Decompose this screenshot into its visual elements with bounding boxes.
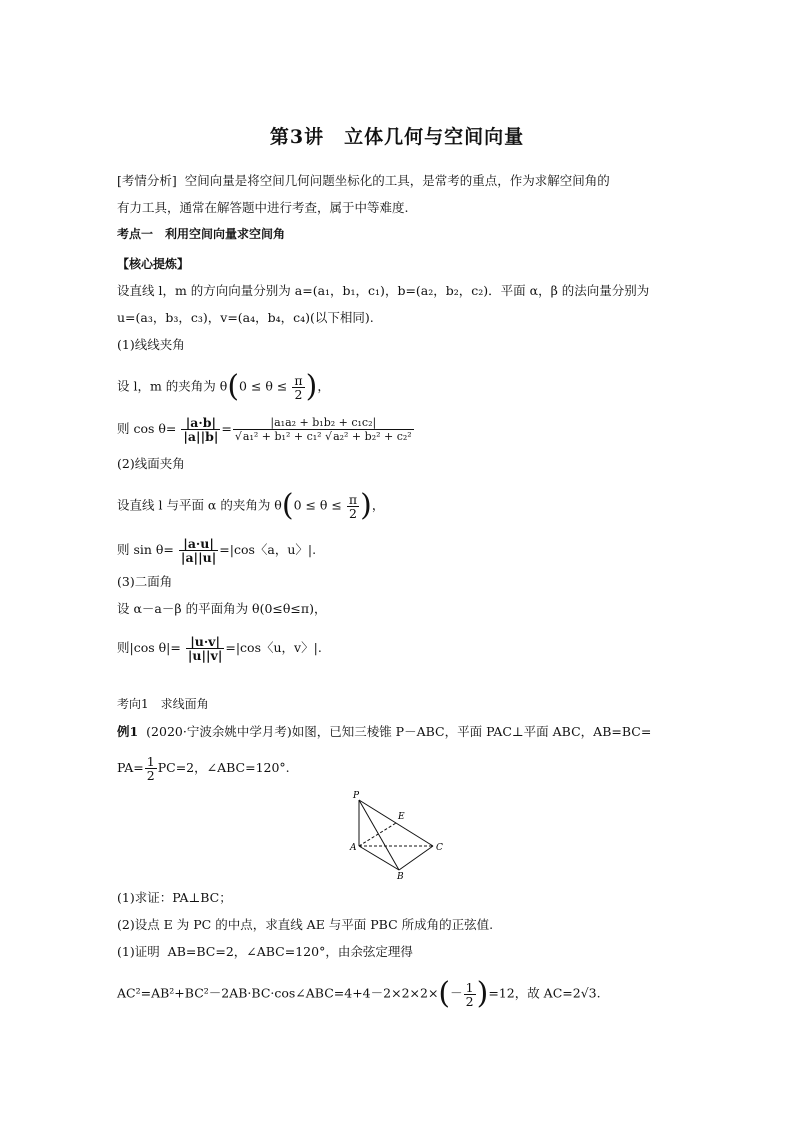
- part2-angle-line: 设直线 l 与平面 α 的夹角为 θ(0 ≤ θ ≤ $\frac{\pi}{2}$ )，: [117, 488, 385, 523]
- part1-angle-text: 设 l，m 的夹角为 θ: [117, 378, 228, 394]
- part3-formula: 则|cos θ|= $\frac{|u\cdot v|}{|u||v|}$ =|cos〈u，v〉|.: [117, 634, 322, 663]
- edge-BC: [399, 846, 433, 870]
- right-paren: ): [305, 369, 318, 404]
- neg-half-fraction: $\frac{1}{2}$: [465, 979, 474, 1009]
- example-text-1: 如图，已知三棱锥 P－ABC，平面 PAC⊥平面 ABC，AB=BC=: [291, 724, 652, 739]
- part1-range: 0 ≤ θ ≤: [239, 378, 288, 394]
- example-source: (2020·宁波余姚中学月考): [146, 724, 292, 739]
- part1-frac-2: $\frac{\text{|a₁a₂ + b₁b₂ + c₁c₂|}}{\text{√a₁² + b₁² + c₁² √a₂² + b₂² + c₂²}}$: [234, 416, 412, 443]
- question-1: (1)求证：PA⊥BC；: [117, 890, 232, 905]
- part2-formula: 则 sin θ= $\frac{|a\cdot u|}{|a||u|}$ =|cos〈a，u〉|.: [117, 536, 317, 565]
- right-paren: ): [360, 488, 372, 523]
- proof-line-2: AC²=AB²+BC²－2AB·BC·cos∠ABC=4+4－2×2×2×(－ $\frac{1}{2}$ )=12，故 AC=2√3.: [117, 976, 601, 1011]
- edge-AB: [359, 846, 399, 870]
- left-paren: (: [438, 976, 451, 1011]
- part2-range: 0 ≤ θ ≤: [293, 497, 342, 513]
- edge-PB: [359, 800, 399, 870]
- part1-formula: 则 cos θ= $\frac{|a\cdot b|}{|a||b|}$ = $\frac{\text{|a₁a₂ + b₁b₂ + c₁c₂|}}{\text{√a₁² + b₁² + c₁² √a₂² + b₂² + c₂²}}$: [117, 415, 412, 444]
- proof-label: (1)证明: [117, 944, 160, 959]
- setup-line-1: 设直线 l，m 的方向向量分别为 a=(a₁，b₁，c₁)，b=(a₂，b₂，c₂)．平面 α，β 的法向量分别为: [117, 283, 650, 298]
- part1-angle-line: 设 l，m 的夹角为 θ(0 ≤ θ ≤ $\frac{\pi}{2}$ )，: [117, 369, 330, 404]
- label-E: E: [398, 812, 405, 822]
- page-title: 第3讲 立体几何与空间向量: [269, 126, 525, 148]
- section-heading: 考点一 利用空间向量求空间角: [117, 227, 286, 241]
- label-A: A: [350, 843, 357, 853]
- left-paren: (: [281, 488, 294, 523]
- part3-frac: $\frac{|u\cdot v|}{|u||v|}$: [187, 634, 223, 663]
- right-paren: ): [476, 976, 489, 1011]
- example-line-2: PA= $\frac{1}{2}$ PC=2，∠ABC=120°.: [117, 754, 290, 783]
- part2-angle-text: 设直线 l 与平面 α 的夹角为 θ: [117, 497, 282, 513]
- intro-text-1: 空间向量是将空间几何问题坐标化的工具，是常考的重点，作为求解空间角的: [184, 173, 610, 188]
- part1-formula-pre: 则 cos θ=: [117, 421, 177, 436]
- part3-heading: (3)二面角: [117, 574, 173, 589]
- label-B: B: [397, 872, 404, 880]
- setup-line-2: u=(a₃，b₃，c₃)，v=(a₄，b₄，c₄)(以下相同).: [117, 310, 374, 325]
- analysis-label: [考情分析]: [117, 173, 177, 188]
- pi-over-two: $\frac{\pi}{2}$: [294, 372, 303, 402]
- pyramid-figure: [345, 788, 455, 880]
- edge-PC: [359, 800, 433, 846]
- proof-line-1: (1)证明 AB=BC=2，∠ABC=120°，由余弦定理得: [117, 944, 413, 959]
- left-paren: (: [227, 369, 240, 404]
- part2-heading: (2)线面夹角: [117, 456, 185, 471]
- half-fraction: $\frac{1}{2}$: [146, 754, 155, 783]
- pi-over-two: $\frac{\pi}{2}$: [348, 491, 358, 521]
- example-label: 例1: [117, 724, 139, 739]
- question-2: (2)设点 E 为 PC 的中点，求直线 AE 与平面 PBC 所成角的正弦值.: [117, 917, 494, 932]
- core-heading: 【核心提炼】: [117, 257, 190, 271]
- intro-text-2: 有力工具，通常在解答题中进行考查，属于中等难度.: [117, 200, 409, 215]
- label-P: P: [353, 791, 360, 801]
- example-line-1: [117, 724, 651, 740]
- part1-heading: (1)线线夹角: [117, 337, 185, 352]
- part1-frac-1: $\frac{|a\cdot b|}{|a||b|}$: [183, 415, 219, 444]
- part3-line: 设 α－a－β 的平面角为 θ(0≤θ≤π)，: [117, 601, 327, 616]
- label-C: C: [436, 843, 443, 853]
- part2-frac: $\frac{|a\cdot u|}{|a||u|}$: [180, 536, 217, 565]
- intro-line-1: [117, 173, 610, 189]
- subtopic-heading: 考向1 求线面角: [117, 697, 209, 711]
- segment-AE: [359, 823, 396, 846]
